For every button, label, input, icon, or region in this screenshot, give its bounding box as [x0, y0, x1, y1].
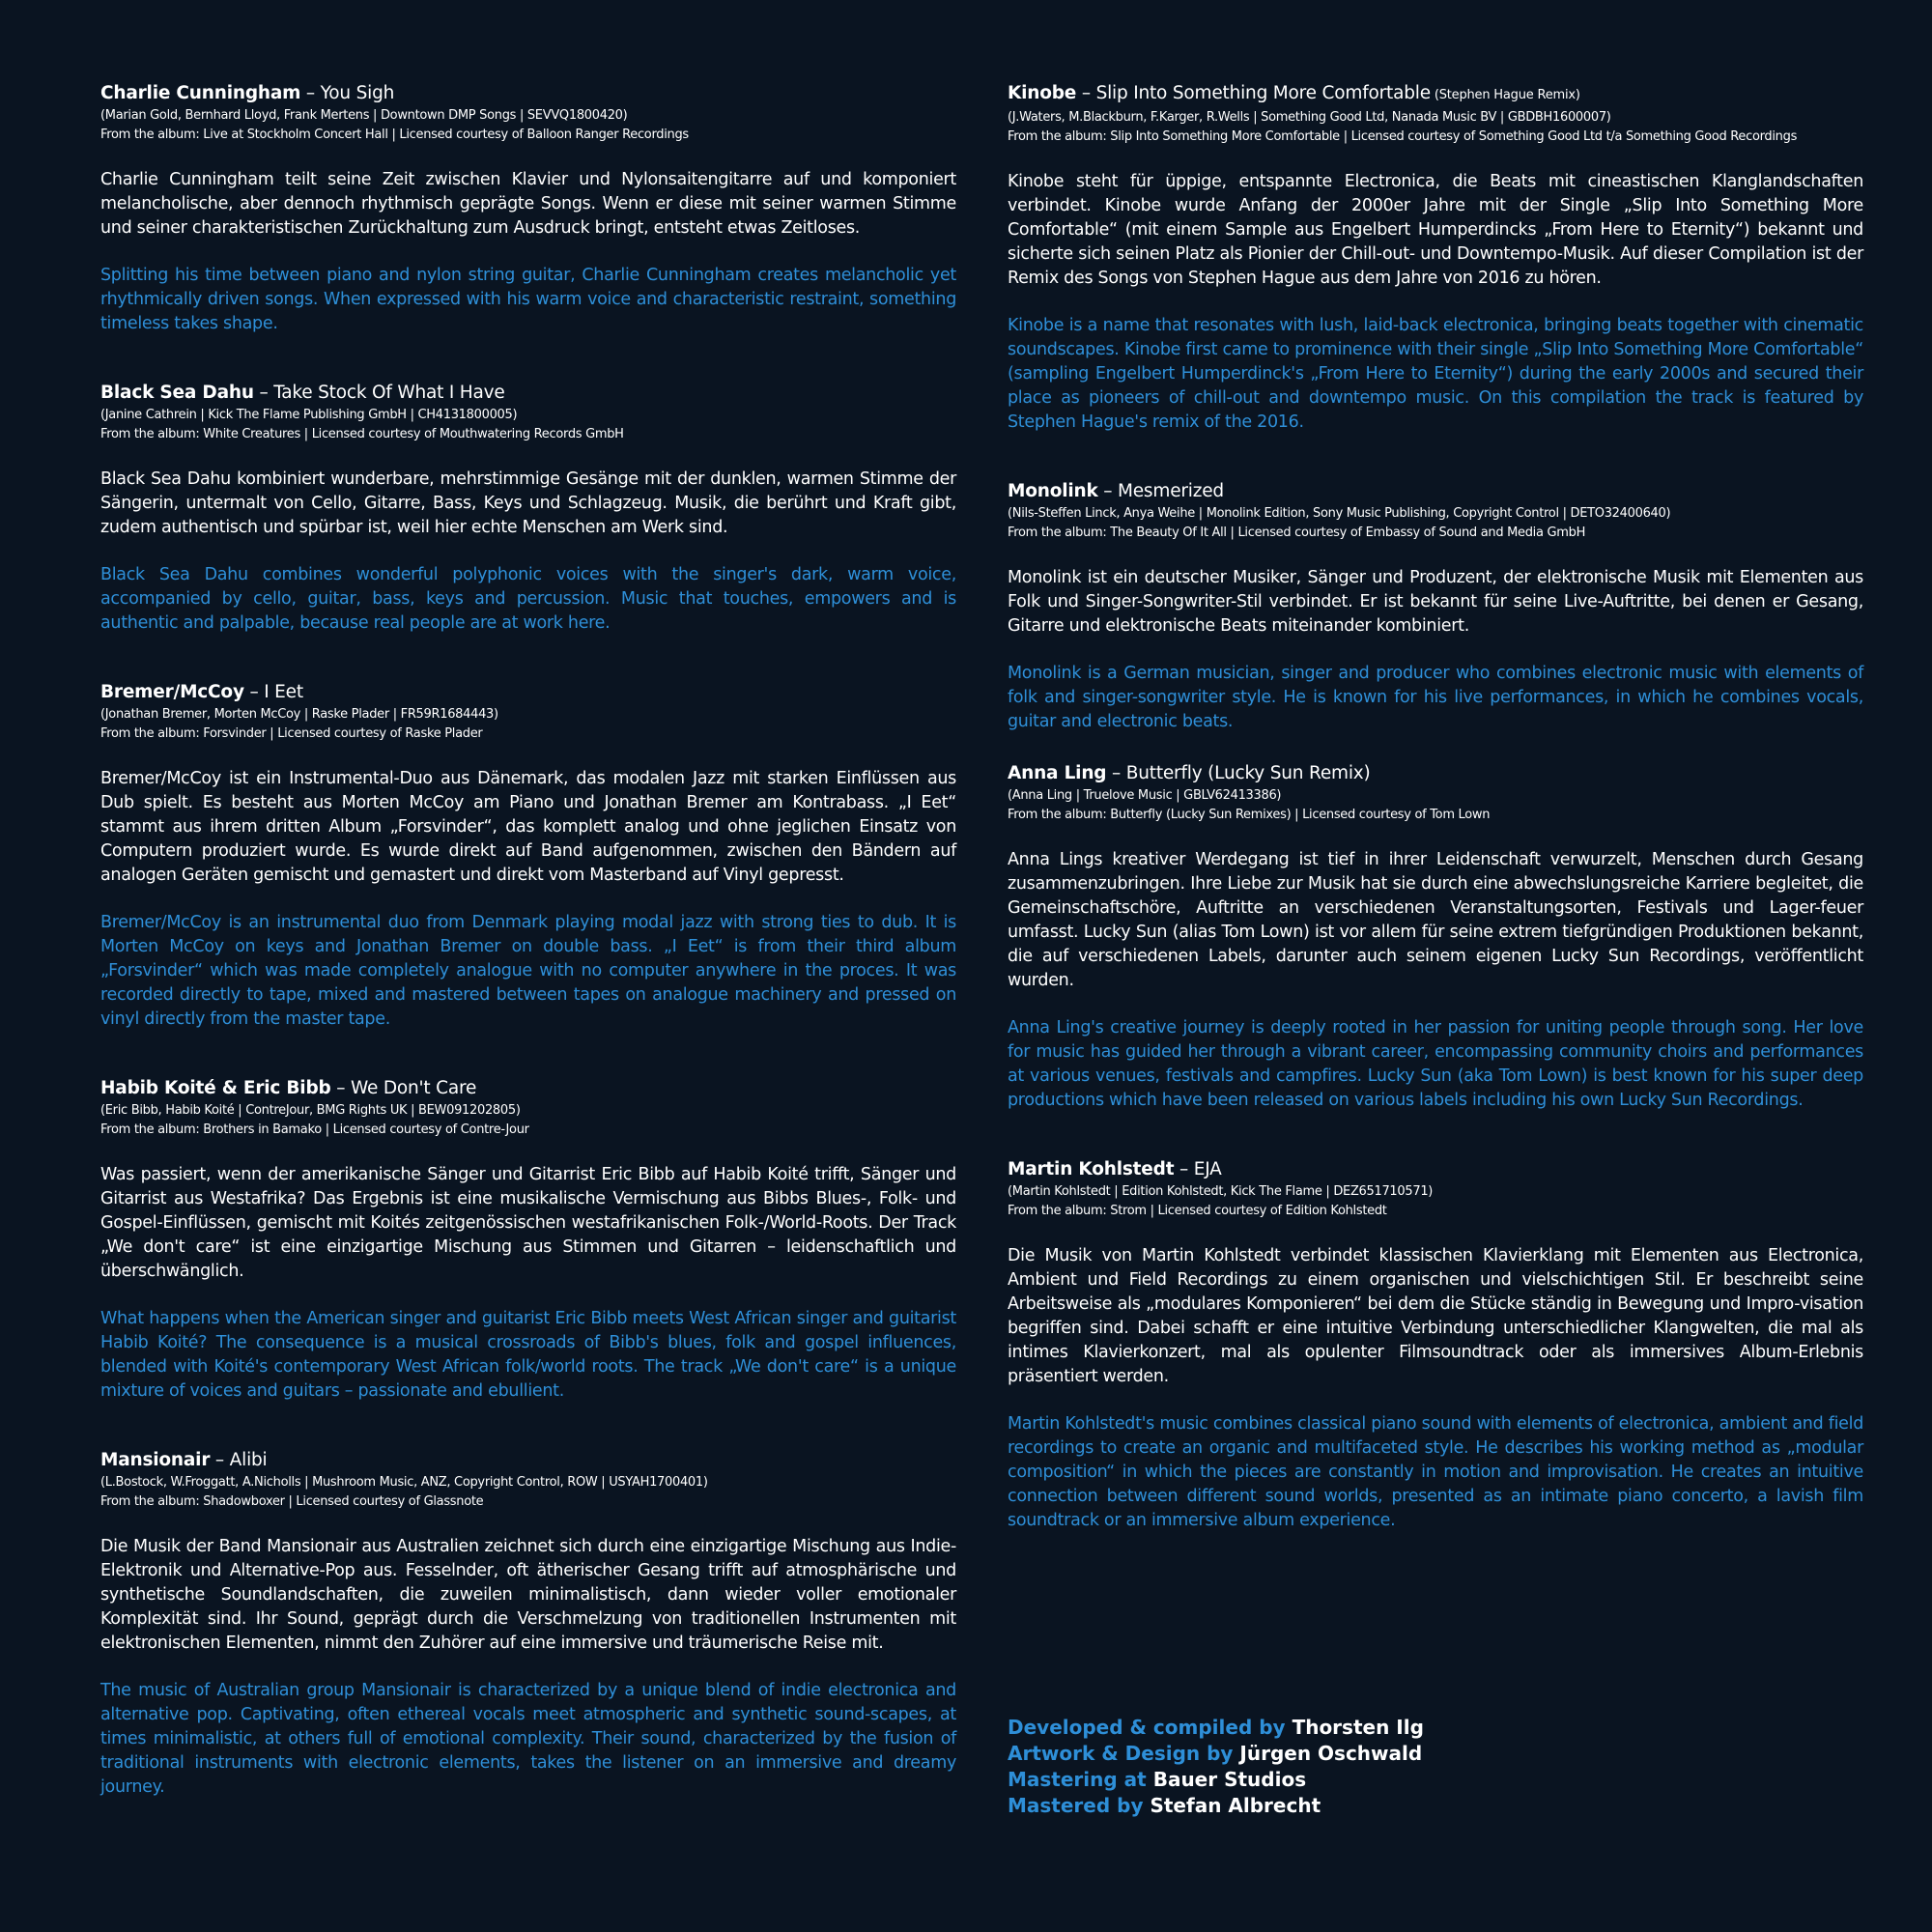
credit-line-compiled	[1008, 1715, 1424, 1741]
description-german: Kinobe steht für üppige, entspannte Electronica, die Beats mit cineastischen Klanglandschaften verbindet. Kinobe wurde Anfang der 2000er Jahre mit der Single „Slip Into Something More Comfortable“ (mit einem Sample aus Engelbert Humperdincks „From Here to Eternity“) bekannt und sicherte sich seinen Platz als Pionier der Chill-out- und Downtempo-Musik. Auf dieser Compilation ist der Remix des Songs von Stephen Hague aus dem Jahre von 2016 zu hören.	[1008, 172, 1863, 288]
description-german: Black Sea Dahu kombiniert wunderbare, mehrstimmige Gesänge mit der dunklen, warmen Stimme der Sängerin, untermalt von Cello, Gitarre, Bass, Keys und Schlagzeug. Musik, die berührt und Kraft gibt, zudem authentisch und spürbar ist, weil hier echte Menschen am Werk sind.	[100, 469, 956, 537]
track-album: From the album: Forsvinder | Licensed courtesy of Raske Plader	[100, 726, 483, 741]
description-german: Die Musik von Martin Kohlstedt verbindet klassischen Klavierklang mit Elementen aus Electronica, Ambient und Field Recordings zu einem organischen und vielschichtigen Stil. Er beschreibt seine Arbeitsweise als „modulares Komponieren“ bei dem die Stücke ständig in Bewegung und Impro-visation begriffen sind. Dabei schafft er eine intuitive Verbindung unterschiedlicher Klangwelten, die mal als intimes Klavierkonzert, mal als opulenter Filmsoundtrack oder als immersives Album-Erlebnis präsentiert werden.	[1008, 1246, 1863, 1386]
track-entry-anna-ling	[1008, 761, 1863, 1113]
artist-name: Black Sea Dahu	[100, 383, 254, 403]
track-title: You Sigh	[320, 83, 395, 103]
track-title-line	[1008, 761, 1863, 786]
track-album: From the album: Butterfly (Lucky Sun Remixes) | Licensed courtesy of Tom Lown	[1008, 808, 1491, 822]
credit-role: Mastering at	[1008, 1768, 1147, 1791]
title-separator: –	[243, 682, 265, 702]
description-german: Anna Lings kreativer Werdegang ist tief in ihrer Leidenschaft verwurzelt, Menschen durch Gesang zusammenzubringen. Ihre Liebe zur Musik hat sie durch eine abwechslungsreiche Karriere begleitet, die Gemeinschaftschöre, Auftritte an verschiedenen Veranstaltungsorten, Festivals und Lager-feuer umfasst. Lucky Sun (alias Tom Lown) ist vor allem für seine extrem tiefgründigen Produktionen bekannt, die auf verschiedenen Labels, darunter auch seinem eigenen Lucky Sun Recordings, veröffentlicht wurden.	[1008, 850, 1863, 990]
track-entry-charlie-cunningham	[100, 81, 956, 336]
left-column	[100, 81, 956, 1844]
track-entry-black-sea-dahu	[100, 381, 956, 636]
title-separator: –	[1106, 763, 1126, 783]
track-title: Slip Into Something More Comfortable	[1095, 83, 1431, 103]
artist-name: Monolink	[1008, 481, 1098, 501]
description-english: Splitting his time between piano and nylon string guitar, Charlie Cunningham creates melancholic yet rhythmically driven songs. When expressed with his warm voice and characteristic restraint, something timeless takes shape.	[100, 266, 956, 333]
credit-line-mastering-studio	[1008, 1767, 1424, 1793]
track-title: I Eet	[264, 682, 303, 702]
track-title: Butterfly (Lucky Sun Remix)	[1125, 763, 1371, 783]
description-german: Bremer/McCoy ist ein Instrumental-Duo aus Dänemark, das modalen Jazz mit starken Einflüssen aus Dub spielt. Es besteht aus Morten McCoy am Piano und Jonathan Bremer am Kontrabass. „I Eet“ stammt aus ihrem dritten Album „Forsvinder“, das komplett analog und ohne jeglichen Einsatz von Computern produziert wurde. Es wurde direkt auf Band aufgenommen, zwischen den Bändern auf analogen Geräten gemischt und gemastert und direkt vom Masterband auf Vinyl gepresst.	[100, 769, 956, 885]
production-credits	[1008, 1715, 1424, 1819]
description-english: Martin Kohlstedt's music combines classical piano sound with elements of electronica, ambient and field recordings to create an organic and multifaceted style. He describes his working method as „modular composition“ in which the pieces are constantly in motion and improvisation. He creates an intuitive connection between different sound worlds, presented as an intimate piano concerto, a lavish film soundtrack or an immersive album experience.	[1008, 1414, 1863, 1530]
track-album: From the album: Live at Stockholm Concert Hall | Licensed courtesy of Balloon Ranger Recordings	[100, 128, 689, 142]
credit-name: Stefan Albrecht	[1150, 1794, 1321, 1817]
track-entry-bremer-mccoy	[100, 680, 956, 1032]
track-album: From the album: Strom | Licensed courtesy of Edition Kohlstedt	[1008, 1204, 1387, 1218]
description-english: Black Sea Dahu combines wonderful polyphonic voices with the singer's dark, warm voice, accompanied by cello, guitar, bass, keys and percussion. Music that touches, empowers and is authentic and palpable, because real people are at work here.	[100, 565, 956, 633]
credit-name: Jürgen Oschwald	[1239, 1742, 1423, 1765]
credit-role: Developed & compiled by	[1008, 1716, 1286, 1739]
track-credits: (Jonathan Bremer, Morten McCoy | Raske Plader | FR59R1684443)	[100, 707, 498, 722]
track-entry-martin-kohlstedt	[1008, 1157, 1863, 1533]
track-title-line	[1008, 479, 1863, 504]
track-entry-mansionair	[100, 1448, 956, 1800]
artist-name: Habib Koité & Eric Bibb	[100, 1078, 331, 1098]
track-title: We Don't Care	[350, 1078, 477, 1098]
title-separator: –	[1076, 83, 1096, 103]
description-german: Die Musik der Band Mansionair aus Australien zeichnet sich durch eine einzigartige Mischung aus Indie-Elektronik und Alternative-Pop aus. Fesselnder, oft ätherischer Gesang trifft auf atmosphärische und synthetische Soundlandschaften, die zuweilen minimalistisch, dann wieder voller emotionaler Komplexität sind. Ihr Sound, geprägt durch die Verschmelzung von traditionellen Instrumenten mit elektronischen Elementen, nimmt den Zuhörer auf eine immersive und träumerische Reise mit.	[100, 1537, 956, 1653]
description-english: Bremer/McCoy is an instrumental duo from Denmark playing modal jazz with strong ties to dub. It is Morten McCoy on keys and Jonathan Bremer on double bass. „I Eet“ is from their third album „Forsvinder“ which was made completely analogue with no computer anywhere in the proces. It was recorded directly to tape, mixed and mastered between tapes on analogue machinery and pressed on vinyl directly from the master tape.	[100, 913, 956, 1029]
track-credits: (Marian Gold, Bernhard Lloyd, Frank Mertens | Downtown DMP Songs | SEVVQ1800420)	[100, 108, 628, 123]
track-album: From the album: Brothers in Bamako | Licensed courtesy of Contre-Jour	[100, 1122, 529, 1137]
title-separator: –	[253, 383, 274, 403]
track-entry-monolink	[1008, 479, 1863, 734]
track-title: Take Stock Of What I Have	[273, 383, 505, 403]
credit-name: Bauer Studios	[1152, 1768, 1307, 1791]
artist-name: Charlie Cunningham	[100, 83, 301, 103]
track-title-line	[100, 1076, 956, 1101]
track-credits: (Anna Ling | Truelove Music | GBLV62413386)	[1008, 788, 1282, 803]
description-german: Monolink ist ein deutscher Musiker, Sänger und Produzent, der elektronische Musik mit Elementen aus Folk und Singer-Songwriter-Stil verbindet. Er ist bekannt für seine Live-Auftritte, bei denen er Gesang, Gitarre und elektronische Beats miteinander kombiniert.	[1008, 568, 1863, 636]
description-german: Was passiert, wenn der amerikanische Sänger und Gitarrist Eric Bibb auf Habib Koité trifft, Sänger und Gitarrist aus Westafrika? Das Ergebnis ist eine musikalische Vermischung aus Bibbs Blues-, Folk- und Gospel-Einflüssen, gemischt mit Koités zeitgenössischen westafrikanischen Folk-/World-Roots. Der Track „We don't care“ ist eine einzigartige Mischung aus Stimmen und Gitarren – leidenschaftlich und überschwänglich.	[100, 1165, 956, 1281]
description-english: The music of Australian group Mansionair is characterized by a unique blend of indie electronica and alternative pop. Captivating, often ethereal vocals meet atmospheric and synthetic sound-scapes, at times minimalistic, at others full of emotional complexity. Their sound, characterized by the fusion of traditional instruments with electronic elements, takes the listener on an immersive and dreamy journey.	[100, 1681, 956, 1797]
track-title-line	[1008, 81, 1863, 108]
track-credits: (Eric Bibb, Habib Koité | ContreJour, BMG Rights UK | BEW091202805)	[100, 1103, 521, 1118]
track-credits: (L.Bostock, W.Froggatt, A.Nicholls | Mushroom Music, ANZ, Copyright Control, ROW | USYAH1700401)	[100, 1475, 708, 1490]
track-album: From the album: Shadowboxer | Licensed courtesy of Glassnote	[100, 1494, 484, 1509]
remix-note: (Stephen Hague Remix)	[1430, 88, 1580, 102]
right-column	[1008, 81, 1863, 1577]
track-title: Mesmerized	[1117, 481, 1224, 501]
title-separator: –	[1174, 1159, 1194, 1179]
artist-name: Mansionair	[100, 1450, 211, 1470]
track-title: EJA	[1193, 1159, 1222, 1179]
track-credits: (Martin Kohlstedt | Edition Kohlstedt, Kick The Flame | DEZ651710571)	[1008, 1184, 1434, 1199]
track-album: From the album: Slip Into Something More Comfortable | Licensed courtesy of Something Good Ltd t/a Something Good Recordings	[1008, 129, 1798, 144]
track-title-line	[1008, 1157, 1863, 1182]
credit-role: Mastered by	[1008, 1794, 1144, 1817]
credit-line-artwork	[1008, 1741, 1424, 1767]
track-album: From the album: The Beauty Of It All | Licensed courtesy of Embassy of Sound and Media GmbH	[1008, 526, 1586, 540]
title-separator: –	[1097, 481, 1118, 501]
artist-name: Bremer/McCoy	[100, 682, 244, 702]
description-english: What happens when the American singer and guitarist Eric Bibb meets West African singer and guitarist Habib Koité? The consequence is a musical crossroads of Bibb's blues, folk and gospel influences, blended with Koité's contemporary West African folk/world roots. The track „We don't care“ is a unique mixture of voices and guitars – passionate and ebullient.	[100, 1309, 956, 1401]
title-separator: –	[300, 83, 321, 103]
title-separator: –	[330, 1078, 351, 1098]
credit-name: Thorsten Ilg	[1292, 1716, 1424, 1739]
track-entry-habib-koite-eric-bibb	[100, 1076, 956, 1404]
track-title: Alibi	[229, 1450, 268, 1470]
track-title-line	[100, 381, 956, 406]
track-title-line	[100, 1448, 956, 1473]
description-english: Anna Ling's creative journey is deeply rooted in her passion for uniting people through song. Her love for music has guided her through a vibrant career, encompassing community choirs and performances at various venues, festivals and campfires. Lucky Sun (aka Tom Lown) is best known for his super deep productions which have been released on various labels including his own Lucky Sun Recordings.	[1008, 1018, 1863, 1110]
track-credits: (J.Waters, M.Blackburn, F.Karger, R.Wells | Something Good Ltd, Nanada Music BV | GBDBH1600007)	[1008, 110, 1611, 125]
track-title-line	[100, 680, 956, 705]
title-separator: –	[210, 1450, 230, 1470]
artist-name: Anna Ling	[1008, 763, 1107, 783]
credit-line-mastered-by	[1008, 1793, 1424, 1819]
description-english: Kinobe is a name that resonates with lush, laid-back electronica, bringing beats together with cinematic soundscapes. Kinobe first came to prominence with their single „Slip Into Something More Comfortable“ (sampling Engelbert Humperdinck's „From Here to Eternity“) during the early 2000s and secured their place as pioneers of chill-out and downtempo music. On this compilation the track is featured by Stephen Hague's remix of the 2016.	[1008, 316, 1863, 432]
description-english: Monolink is a German musician, singer and producer who combines electronic music with elements of folk and singer-songwriter style. He is known for his live performances, in which he combines vocals, guitar and electronic beats.	[1008, 664, 1863, 731]
artist-name: Martin Kohlstedt	[1008, 1159, 1175, 1179]
track-entry-kinobe	[1008, 81, 1863, 435]
artist-name: Kinobe	[1008, 83, 1077, 103]
credit-role: Artwork & Design by	[1008, 1742, 1234, 1765]
track-album: From the album: White Creatures | Licensed courtesy of Mouthwatering Records GmbH	[100, 427, 624, 441]
track-credits: (Janine Cathrein | Kick The Flame Publishing GmbH | CH4131800005)	[100, 408, 518, 422]
description-german: Charlie Cunningham teilt seine Zeit zwischen Klavier und Nylonsaitengitarre auf und komponiert melancholische, aber dennoch rhythmisch geprägte Songs. Wenn er diese mit seiner warmen Stimme und seiner charakteristischen Zurückhaltung zum Ausdruck bringt, entsteht etwas Zeitloses.	[100, 170, 956, 238]
track-credits: (Nils-Steffen Linck, Anya Weihe | Monolink Edition, Sony Music Publishing, Copyright Control | DETO32400640)	[1008, 506, 1671, 521]
track-title-line	[100, 81, 956, 106]
